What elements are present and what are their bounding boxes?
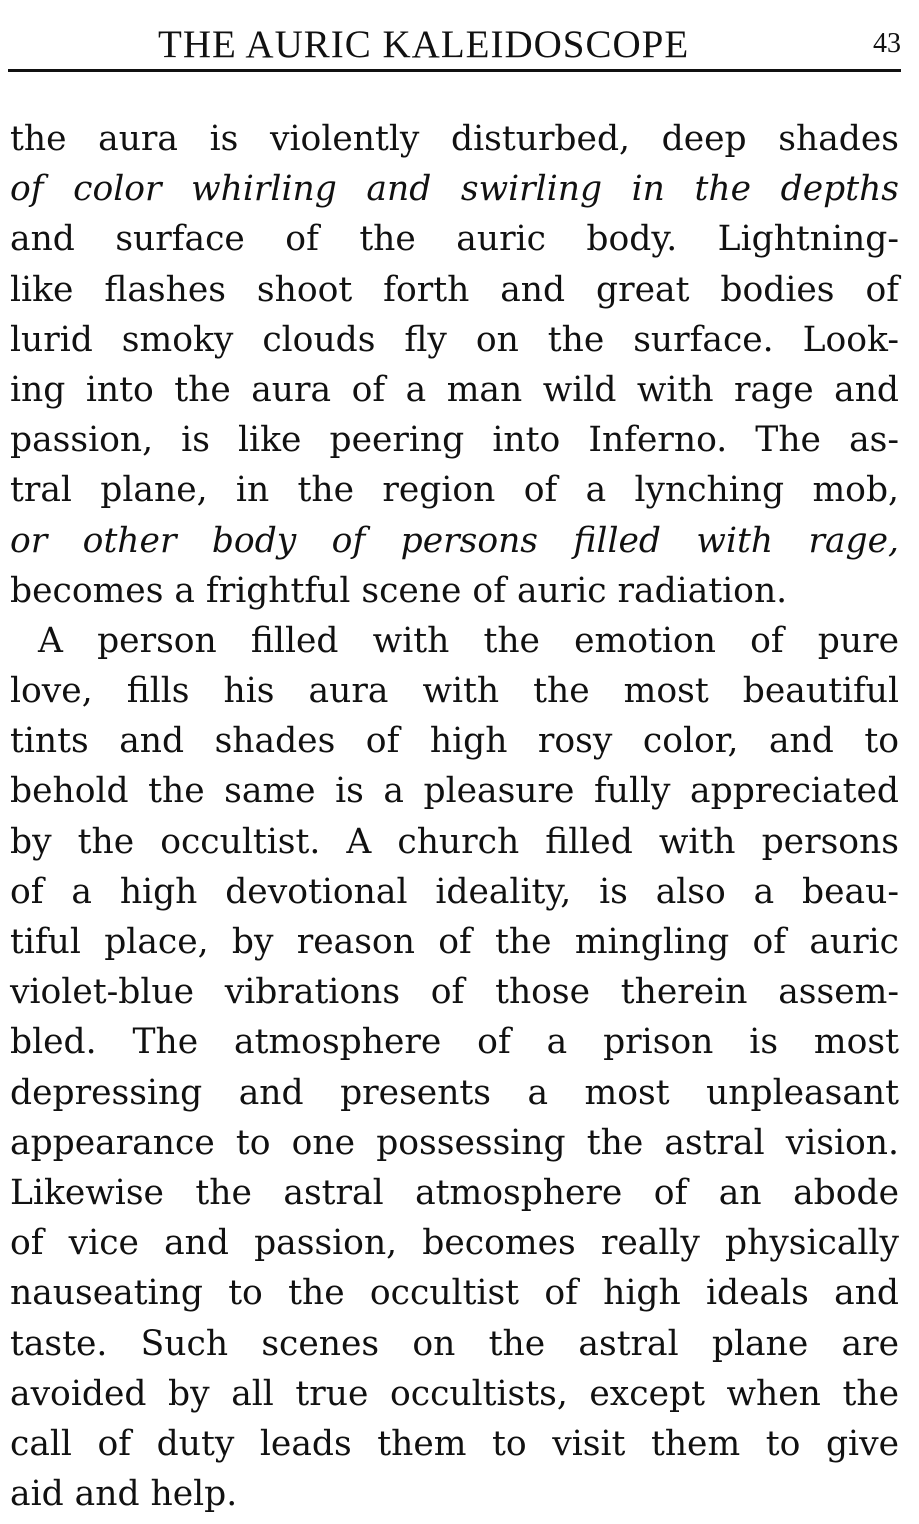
text-line: of a high devotional ideality, is also a beau-	[10, 871, 899, 912]
text-line: or other body of persons filled with rage,	[10, 520, 899, 561]
text-line: depressing and presents a most unpleasant	[10, 1072, 899, 1113]
running-title: THE AURIC KALEIDOSCOPE	[158, 23, 690, 66]
text-line: passion, is like peering into Inferno. The as-	[10, 420, 899, 461]
text-line: bled. The atmosphere of a prison is most	[10, 1022, 899, 1063]
page-number: 43	[873, 28, 901, 59]
paragraph	[10, 114, 899, 616]
paragraph	[10, 616, 899, 1519]
text-line: and surface of the auric body. Lightning-	[10, 219, 899, 260]
text-line: lurid smoky clouds fly on the surface. Look-	[10, 319, 899, 360]
text-line: appearance to one possessing the astral vision.	[10, 1122, 899, 1163]
text-line: aid and help.	[10, 1474, 238, 1515]
text-line: becomes a frightful scene of auric radiation.	[10, 570, 788, 611]
text-line: tral plane, in the region of a lynching mob,	[10, 470, 899, 511]
text-line: avoided by all true occultists, except when the	[10, 1373, 899, 1414]
header-rule	[8, 69, 901, 72]
text-line: A person filled with the emotion of pure	[38, 620, 899, 661]
text-line: love, fills his aura with the most beautiful	[10, 671, 899, 712]
text-line: nauseating to the occultist of high ideals and	[10, 1273, 899, 1314]
text-line: call of duty leads them to visit them to give	[10, 1423, 899, 1464]
text-line: Likewise the astral atmosphere of an abode	[10, 1172, 899, 1213]
text-line: the aura is violently disturbed, deep shades	[10, 119, 899, 159]
text-line: tints and shades of high rosy color, and to	[10, 721, 899, 762]
text-line: of vice and passion, becomes really physically	[10, 1223, 899, 1264]
text-line: of color whirling and swirling in the depths	[10, 169, 899, 210]
text-line: violet-blue vibrations of those therein assem-	[10, 972, 899, 1013]
text-line: tiful place, by reason of the mingling of auric	[10, 922, 899, 962]
text-line: by the occultist. A church filled with persons	[10, 821, 899, 862]
text-line: taste. Such scenes on the astral plane are	[10, 1323, 899, 1364]
text-line: behold the same is a pleasure fully appreciated	[10, 771, 899, 812]
running-head	[8, 22, 901, 66]
text-line: ing into the aura of a man wild with rage and	[10, 369, 899, 410]
text-line: like flashes shoot forth and great bodies of	[10, 269, 899, 310]
body-text	[10, 114, 899, 1519]
